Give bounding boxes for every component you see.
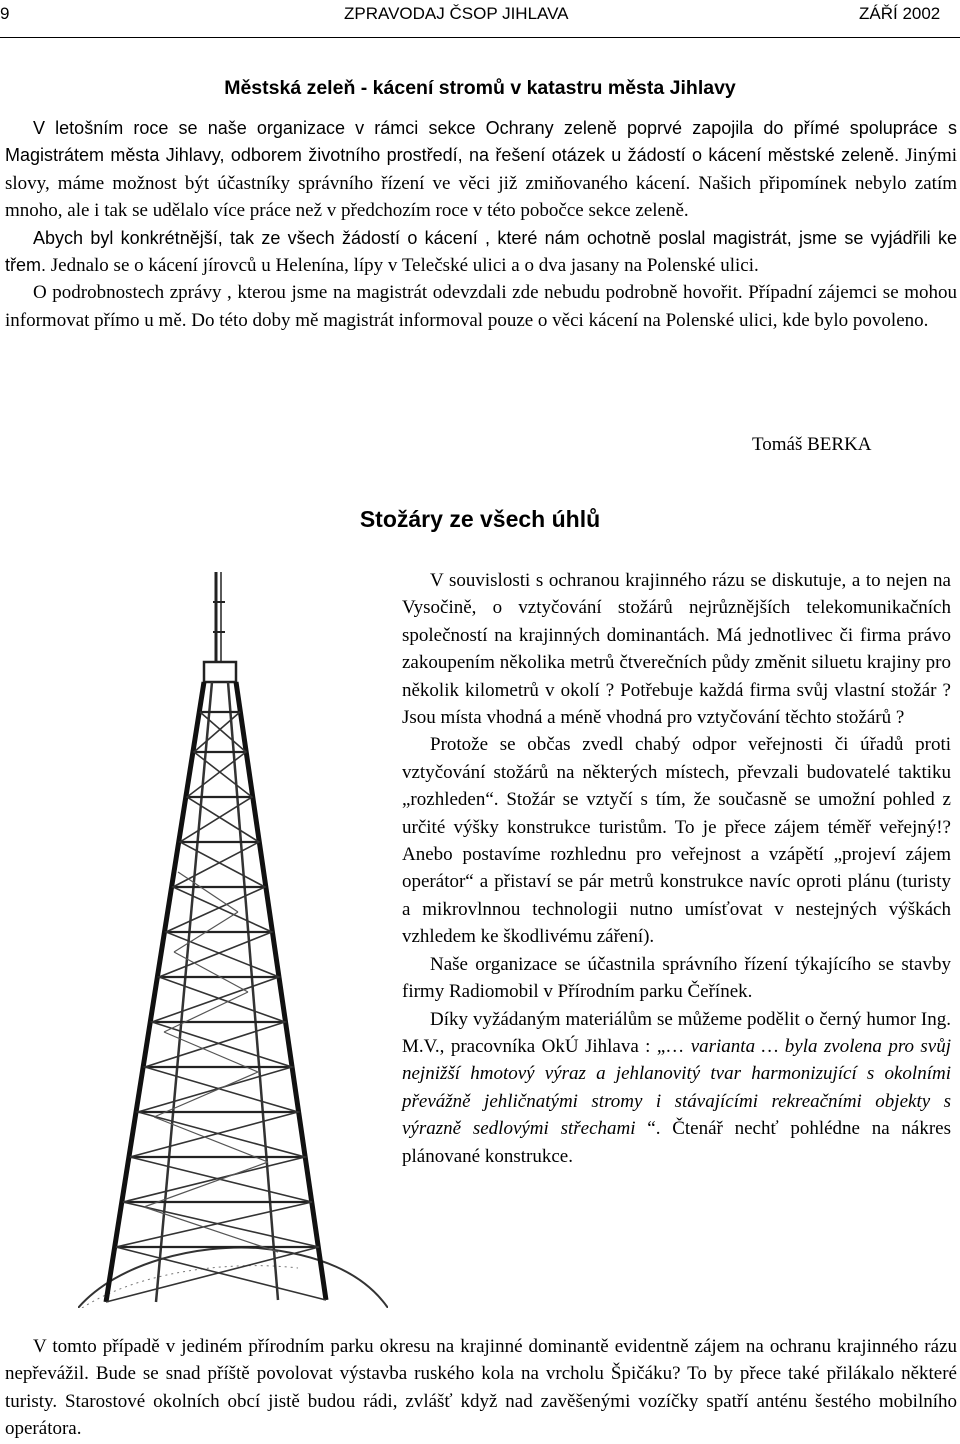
article2-column — [402, 567, 951, 1170]
publication-name: ZPRAVODAJ ČSOP JIHLAVA — [344, 4, 569, 23]
article1-p1-sans: V letošním roce se naše organizace v rámci sekce Ochrany zeleně poprvé zapojila do přímé spolupráce s Magistrátem města Jihlavy, odborem životního prostředí, na řešení otázek u žádostí o kácení městské zeleně. — [5, 118, 957, 166]
article2-conclusion — [5, 1333, 957, 1443]
article2-p4-b: “. Čtenář nechť pohlédne na nákres plánované konstrukce. — [402, 1118, 952, 1167]
article2-p2: Protože se občas zvedl chabý odpor veřejnosti či úřadů proti vztyčování stožárů na některých místech, převzali budovatelé taktiku „rozhleden“. Stožár se vztyčí s tím, že současně se umožní pohled z určité výšky konstrukce turistům. To je přece zájem téměř veřejný!? Anebo postavíme rozhlednu pro veřejnost a vzápětí „projeví zájem operátor“ a přistaví se pár metrů konstrukce navíc oproti plánu (turisty a mikrovlnnou technologii nutno umísťovat v nestejných výškách vzhledem ke škodlivému záření). — [402, 734, 951, 948]
article2-p4-italic: varianta … byla zvolena pro svůj nejnižší hmotový výraz a jehlanovitý tvar harmonizující s okolními převážně jehličnatými stromy i stávajícími rekreačními objekty s výrazně sedlovými střechami — [402, 1035, 952, 1140]
article1-p2-serif: Jednalo se o kácení jírovců u Helenína, lípy v Telečské ulici a o dva jasany na Polenské ulici. — [50, 255, 759, 277]
article1-body — [5, 115, 957, 334]
article1-p1-serif: Jinými slovy, máme možnost být účastníky správního řízení ve věci již zmiňovaného kácení. — [5, 145, 958, 194]
article2-title: Stožáry ze všech úhlů — [359, 506, 601, 532]
issue-date: ZÁŘÍ 2002 — [859, 4, 941, 23]
article1-p2-sans: Abych byl konkrétnější, tak ze všech žádostí o kácení , které nám ochotně poslal magistrát, jsme se vyjádřili ke třem. — [5, 227, 957, 276]
article1-p1-tail: Našich připomínek nebylo zatím mnoho, ale i tak se udělalo více práce než v předchozím roce v této pobočce sekce zeleně. — [5, 172, 957, 222]
article1-p3: O podrobnostech zprávy , kterou jsme na magistrát odevzdali zde nebudu podrobně hovořit. Případní zájemci se mohou informovat přímo u mě. Do této doby mě magistrát informoval pouze o věci kácení na Polenské ulici, kde bylo povoleno. — [5, 282, 957, 331]
page-number: 9 — [0, 4, 10, 23]
article2-p1: V souvislosti s ochranou krajinného rázu se diskutuje, a to nejen na Vysočině, o vztyčování stožárů nejrůznějších telekomunikačních společností na krajinných dominantách. Má jednotlivec či firma právo zakoupením několika metrů čtverečních půdy změnit siluetu krajiny pro několik kilometrů v okolí ? Potřebuje každá firma svůj vlastní stožár ? Jsou místa vhodná a méně vhodná pro vztyčování těchto stožárů ? — [402, 570, 951, 729]
article1-author: Tomáš BERKA — [752, 434, 872, 455]
article1-title: Městská zeleň - kácení stromů v katastru města Jihlavy — [224, 77, 736, 99]
article2-p5: V tomto případě v jediném přírodním parku okresu na krajinné dominantě evidentně zájem na ochranu krajinného rázu nepřevážil. Bude se snad příště povolovat výstavba ruského kola na vrcholu Špičáku? To by přece také přilákalo některé turisty. Starostové okolních obcí jistě budou rádi, zvlášť když nad zavěšenými vozíčky spatří anténu šestého mobilního operátora. — [5, 1336, 957, 1440]
header-rule — [0, 37, 960, 38]
page-header — [0, 4, 960, 34]
article2-p3: Naše organizace se účastnila správního řízení týkajícího se stavby firmy Radiomobil v Přírodním parku Čeřínek. — [402, 953, 951, 1003]
article2-p4-a: Díky vyžádaným materiálům se můžeme podělit o černý humor Ing. M.V., pracovníka OkÚ Jihlava : „… — [402, 1008, 951, 1057]
tower-drawing — [78, 572, 388, 1308]
